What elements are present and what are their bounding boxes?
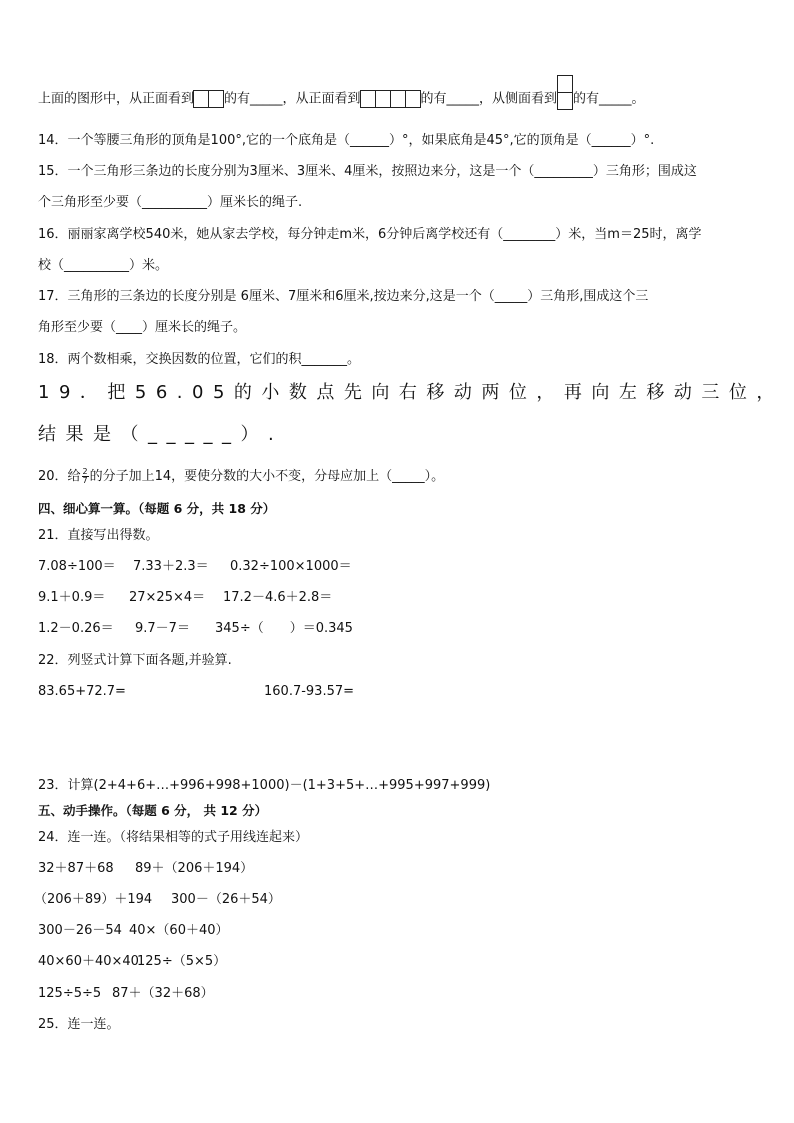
fraction-denominator: 7	[82, 476, 88, 485]
question-16-line-2: 校（__________）米。	[38, 258, 169, 273]
q24-right-expr: 300－（26＋54）	[171, 892, 281, 907]
question-13	[38, 88, 645, 110]
q20-text-a: 20．给	[38, 469, 81, 484]
question-16-line-1: 16．丽丽家离学校540米，她从家去学校，每分钟走m米，6分钟后离学校还有（________）米，当m＝25时，离学	[38, 227, 702, 242]
q24-left-expr: 32＋87＋68	[38, 861, 114, 876]
q21-cell: 9.1＋0.9＝	[38, 590, 106, 605]
q21-cell: 17.2－4.6＋2.8＝	[223, 590, 333, 605]
question-21-title: 21．直接写出得数。	[38, 528, 159, 543]
q13-text-c: 的有_____，从侧面看到	[420, 91, 558, 107]
q20-text-b: 的分子加上14，要使分数的大小不变，分母应加上（_____）。	[89, 469, 445, 484]
question-20	[38, 468, 444, 486]
q24-right-expr: 89＋（206＋194）	[135, 861, 254, 876]
q21-cell: 7.08÷100＝	[38, 559, 116, 574]
question-22-title: 22．列竖式计算下面各题,并验算.	[38, 653, 232, 668]
question-24-title: 24．连一连。（将结果相等的式子用线连起来）	[38, 830, 309, 845]
q21-cell: 0.32÷100×1000＝	[230, 559, 352, 574]
q24-left-expr: 125÷5÷5	[38, 986, 102, 1001]
question-18: 18．两个数相乘，交换因数的位置，它们的积_______。	[38, 352, 361, 367]
question-15-line-2: 个三角形至少要（__________）厘米长的绳子.	[38, 195, 303, 210]
question-19-line-2: 结果是（_____）.	[38, 424, 284, 445]
q24-right-expr: 40×（60＋40）	[129, 923, 229, 938]
q24-left-expr: （206＋89）＋194	[34, 892, 153, 907]
q13-text-d: 的有_____。	[573, 91, 645, 107]
q21-cell: 345÷（ ）＝0.345	[215, 621, 353, 636]
question-19-line-1: 19．把56.05的小数点先向右移动两位，再向左移动三位，	[38, 382, 784, 403]
section-5-heading: 五、动手操作。（每题 6 分， 共 12 分）	[38, 803, 268, 818]
question-25: 25．连一连。	[38, 1017, 120, 1032]
question-17-line-2: 角形至少要（____）厘米长的绳子。	[38, 320, 247, 335]
q21-cell: 7.33＋2.3＝	[133, 559, 209, 574]
q24-right-expr: 125÷（5×5）	[137, 954, 227, 969]
fraction-numerator: 2	[82, 467, 88, 476]
q22-problem-a: 83.65+72.7=	[38, 684, 126, 699]
view-figure-4-squares	[361, 90, 421, 109]
q13-text-a: 上面的图形中，从正面看到	[38, 91, 195, 107]
question-23: 23．计算(2+4+6+…+996+998+1000)－(1+3+5+…+995+997+999)	[38, 778, 491, 793]
view-figure-3-squares	[194, 90, 224, 109]
q22-problem-b: 160.7-93.57=	[264, 684, 355, 699]
fraction-2-7	[82, 468, 89, 485]
q24-left-expr: 300－26－54	[38, 923, 122, 938]
q21-cell: 27×25×4＝	[129, 590, 206, 605]
question-15-line-1: 15．一个三角形三条边的长度分别为3厘米、3厘米、4厘米，按照边来分，这是一个（_________）三角形；围成这	[38, 164, 697, 179]
q24-left-expr: 40×60＋40×40	[38, 954, 139, 969]
q24-right-expr: 87＋（32＋68）	[112, 986, 214, 1001]
section-4-heading: 四、细心算一算。（每题 6 分，共 18 分）	[38, 501, 276, 516]
q21-cell: 9.7－7＝	[135, 621, 190, 636]
question-17-line-1: 17．三角形的三条边的长度分别是 6厘米、7厘米和6厘米,按边来分,这是一个（_____）三角形,围成这个三	[38, 289, 649, 304]
q21-cell: 1.2－0.26＝	[38, 621, 114, 636]
q13-text-b: 的有_____，从正面看到	[224, 91, 361, 107]
view-figure-vertical-squares	[557, 76, 573, 110]
question-14: 14．一个等腰三角形的顶角是100°,它的一个底角是（______）°，如果底角是45°,它的顶角是（______）°.	[38, 133, 655, 148]
